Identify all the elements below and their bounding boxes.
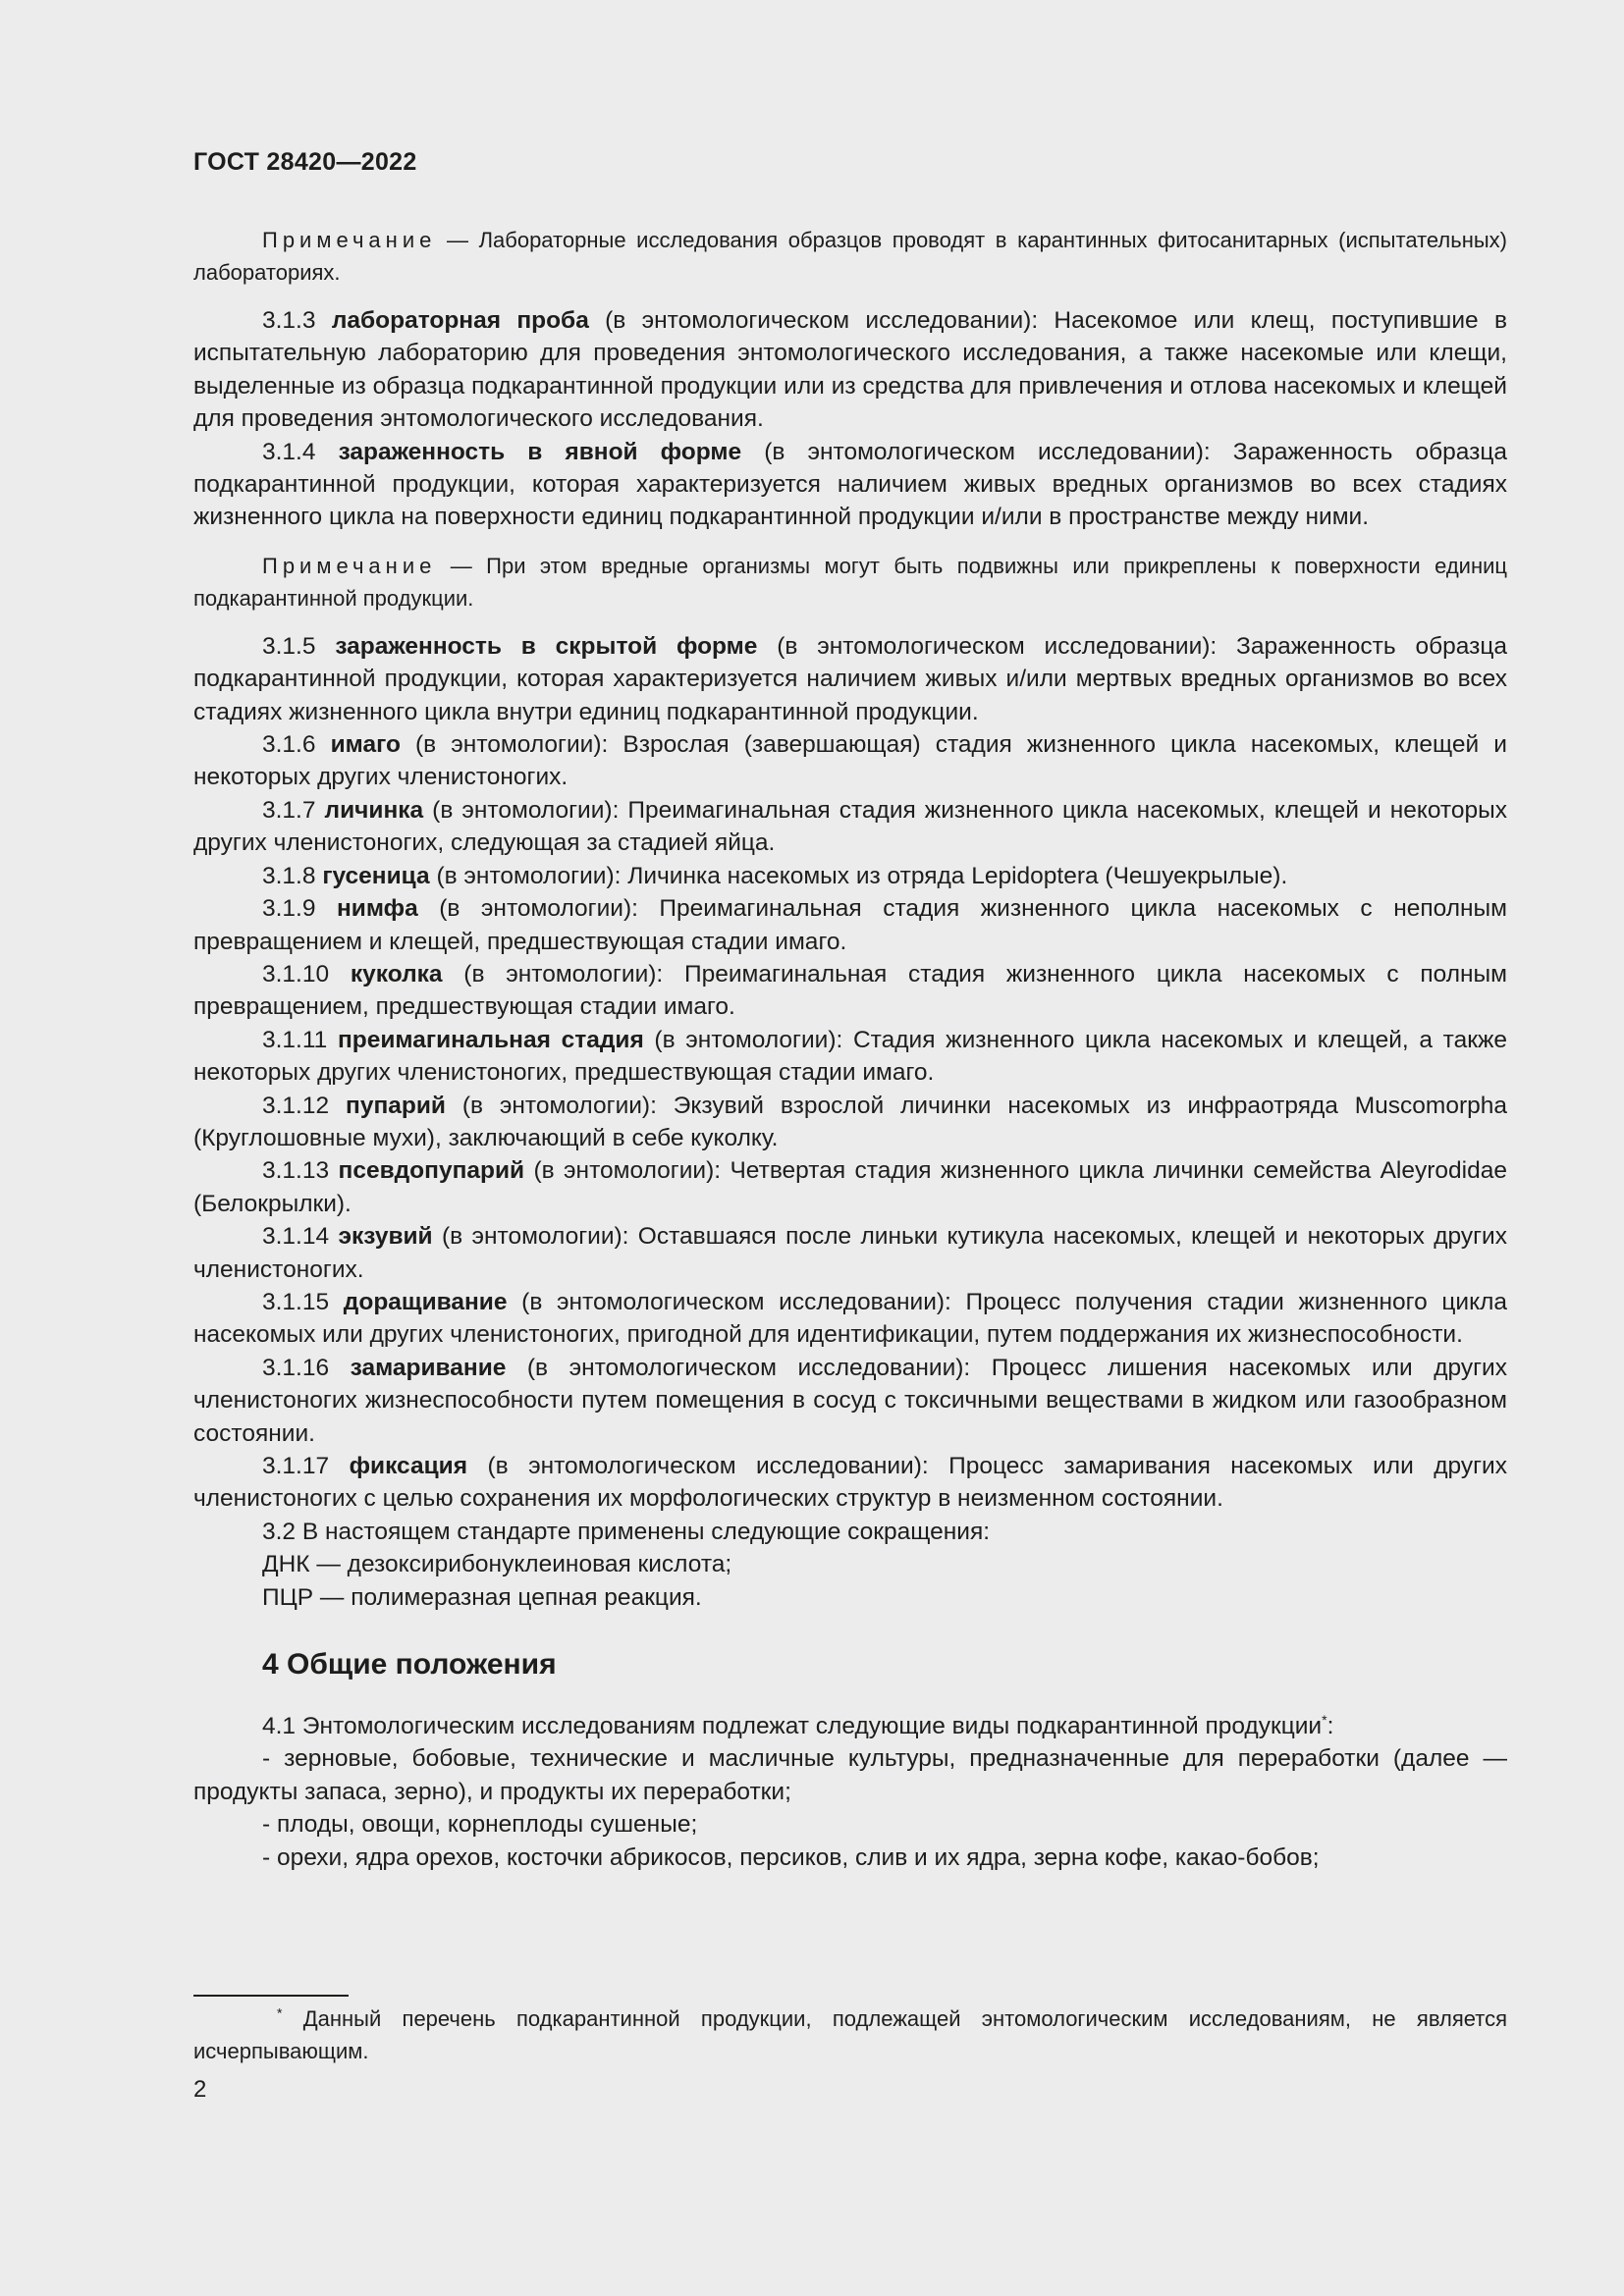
list-item: - орехи, ядра орехов, косточки абрикосов, персиков, слив и их ядра, зерна кофе, какао-бобов;: [262, 1843, 1320, 1871]
footnote: [193, 2002, 1507, 2067]
definition-3-1-12: [193, 1090, 1507, 1155]
term: личинка: [324, 796, 424, 824]
definition-text: (в энтомологическом исследовании): Процесс получения стадии жизненного цикла насекомых или других членистоногих, пригодной для идентификации, путем поддержания их жизнеспособности.: [193, 1288, 1507, 1349]
note-organisms: [193, 550, 1507, 614]
definition-3-1-10: [193, 958, 1507, 1024]
footnote-text: Данный перечень подкарантинной продукции, подлежащей энтомологическим исследованиям, не является исчерпывающим.: [193, 2006, 1507, 2063]
term: псевдопупарий: [338, 1157, 525, 1185]
term: лабораторная проба: [331, 307, 589, 334]
term: зараженность в скрытой форме: [335, 632, 758, 660]
definition-text: (в энтомологии): Взрослая (завершающая) стадия жизненного цикла насекомых, клещей и некоторых других членистоногих.: [193, 731, 1507, 791]
term: замаривание: [350, 1354, 507, 1381]
clause-number: 3.1.5: [262, 632, 336, 660]
definition-text: (в энтомологии): Стадия жизненного цикла насекомых и клещей, а также некоторых других членистоногих, предшествующая стадии имаго.: [193, 1026, 1507, 1087]
clause-number: 3.1.11: [262, 1026, 338, 1053]
clause-number: 3.1.9: [262, 895, 337, 923]
clause-4-1: [193, 1710, 1507, 1742]
note-label: Примечание: [262, 228, 437, 252]
definition-3-1-13: [193, 1154, 1507, 1220]
definition-text: (в энтомологическом исследовании): Зараженность образца подкарантинной продукции, которая характеризуется наличием живых вредных организмов во всех стадиях жизненного цикла на поверхности единиц подкарантинной продукции и/или в пространстве между ними.: [193, 438, 1507, 531]
definition-text: (в энтомологии): Оставшаяся после линьки кутикула насекомых, клещей и некоторых других членистоногих.: [193, 1223, 1507, 1283]
definition-text: (в энтомологии): Преимагинальная стадия жизненного цикла насекомых с полным превращением, предшествующая стадии имаго.: [193, 960, 1507, 1021]
term: доращивание: [343, 1288, 508, 1315]
footnote-mark: *: [277, 2004, 283, 2021]
definition-text: (в энтомологии): Личинка насекомых из отряда Lepidoptera (Чешуекрылые).: [429, 862, 1288, 889]
document-header: ГОСТ 28420—2022: [193, 148, 417, 176]
clause-number: 3.1.13: [262, 1157, 339, 1185]
definition-3-1-4: [193, 436, 1507, 534]
clause-number: 3.1.6: [262, 731, 331, 759]
document-page: [193, 0, 1507, 2296]
definition-text: (в энтомологии): Экзувий взрослой личинки насекомых из инфраотряда Muscomorpha (Круглошовные мухи), заключающий в себе куколку.: [193, 1092, 1507, 1151]
section-heading: 4 Общие положения: [262, 1648, 557, 1682]
clause-text: 4.1 Энтомологическим исследованиям подлежат следующие виды подкарантинной продукции: [262, 1713, 1323, 1740]
footnote-reference[interactable]: *: [1322, 1711, 1327, 1728]
list-item: - зерновые, бобовые, технические и масличные культуры, предназначенные для переработки (далее — продукты запаса, зерно), и продукты их переработки;: [193, 1745, 1507, 1805]
note-label: Примечание: [262, 553, 437, 578]
term: гусеница: [322, 862, 430, 889]
definition-3-1-3: [193, 304, 1507, 436]
definition-3-1-5: [193, 630, 1507, 728]
definition-text: (в энтомологическом исследовании): Процесс лишения насекомых или других членистоногих жизнеспособности путем помещения в сосуд с токсичными веществами в жидком или газообразном состоянии.: [193, 1354, 1507, 1447]
definition-text: (в энтомологическом исследовании): Процесс замаривания насекомых или других членистоногих с целью сохранения их морфологических структур в неизменном состоянии.: [193, 1453, 1507, 1513]
clause-number: 3.1.8: [262, 862, 323, 889]
definition-3-1-7: [193, 794, 1507, 860]
term: экзувий: [338, 1223, 433, 1251]
term: фиксация: [349, 1453, 467, 1479]
clause-number: 3.1.4: [262, 438, 339, 465]
definition-text: (в энтомологии): Преимагинальная стадия жизненного цикла насекомых с неполным превращением и клещей, предшествующая стадии имаго.: [193, 895, 1507, 955]
note-text: — Лабораторные исследования образцов проводят в карантинных фитосанитарных (испытательных) лабораториях.: [193, 228, 1507, 285]
definition-3-1-17: [193, 1450, 1507, 1516]
clause-number: 3.1.16: [262, 1354, 351, 1381]
clause-number: 3.1.3: [262, 307, 332, 334]
clause-number: 3.1.15: [262, 1288, 344, 1315]
definition-text: (в энтомологическом исследовании): Зараженность образца подкарантинной продукции, которая характеризуется наличием живых и/или мертвых вредных организмов во всех стадиях жизненного цикла внутри единиц подкарантинной продукции.: [193, 632, 1507, 725]
clause-3-2: 3.2 В настоящем стандарте применены следующие сокращения:: [262, 1518, 991, 1545]
definition-3-1-15: [193, 1286, 1507, 1352]
term: имаго: [330, 731, 401, 759]
footnote-divider: [193, 1995, 349, 1997]
definition-text: (в энтомологии): Четвертая стадия жизненного цикла личинки семейства Aleyrodidae (Белокрылки).: [193, 1157, 1507, 1217]
definition-3-1-8: [193, 860, 1507, 892]
document-body: [193, 224, 1507, 1874]
clause-number: 3.1.17: [262, 1453, 350, 1479]
term: нимфа: [337, 895, 418, 923]
page-number: 2: [193, 2076, 207, 2103]
definition-3-1-9: [193, 892, 1507, 958]
clause-number: 3.1.7: [262, 796, 325, 824]
note-text: — При этом вредные организмы могут быть подвижны или прикреплены к поверхности единиц подкарантинной продукции.: [193, 553, 1507, 611]
clause-number: 3.1.10: [262, 960, 351, 988]
list-item: - плоды, овощи, корнеплоды сушеные;: [262, 1811, 698, 1839]
term: зараженность в явной форме: [338, 438, 742, 465]
definition-text: (в энтомологическом исследовании): Насекомое или клещ, поступившие в испытательную лабораторию для проведения энтомологического исследования, а также насекомые или клещи, выделенные из образца подкарантинной продукции или из средства для привлечения и отлова насекомых и клещей для проведения энтомологического исследования.: [193, 307, 1507, 433]
term: куколка: [350, 960, 443, 988]
term: преимагинальная стадия: [337, 1026, 644, 1053]
abbreviation-dnk: ДНК — дезоксирибонуклеиновая кислота;: [262, 1551, 732, 1578]
clause-colon: :: [1326, 1713, 1334, 1740]
clause-number: 3.1.12: [262, 1092, 347, 1119]
term: пупарий: [346, 1092, 446, 1119]
note-laboratory: [193, 224, 1507, 289]
clause-number: 3.1.14: [262, 1223, 339, 1251]
definition-3-1-14: [193, 1220, 1507, 1286]
abbreviation-pcr: ПЦР — полимеразная цепная реакция.: [262, 1583, 702, 1611]
definition-text: (в энтомологии): Преимагинальная стадия жизненного цикла насекомых, клещей и некоторых других членистоногих, следующая за стадией яйца.: [193, 796, 1507, 857]
definition-3-1-11: [193, 1024, 1507, 1090]
definition-3-1-16: [193, 1352, 1507, 1450]
definition-3-1-6: [193, 728, 1507, 794]
